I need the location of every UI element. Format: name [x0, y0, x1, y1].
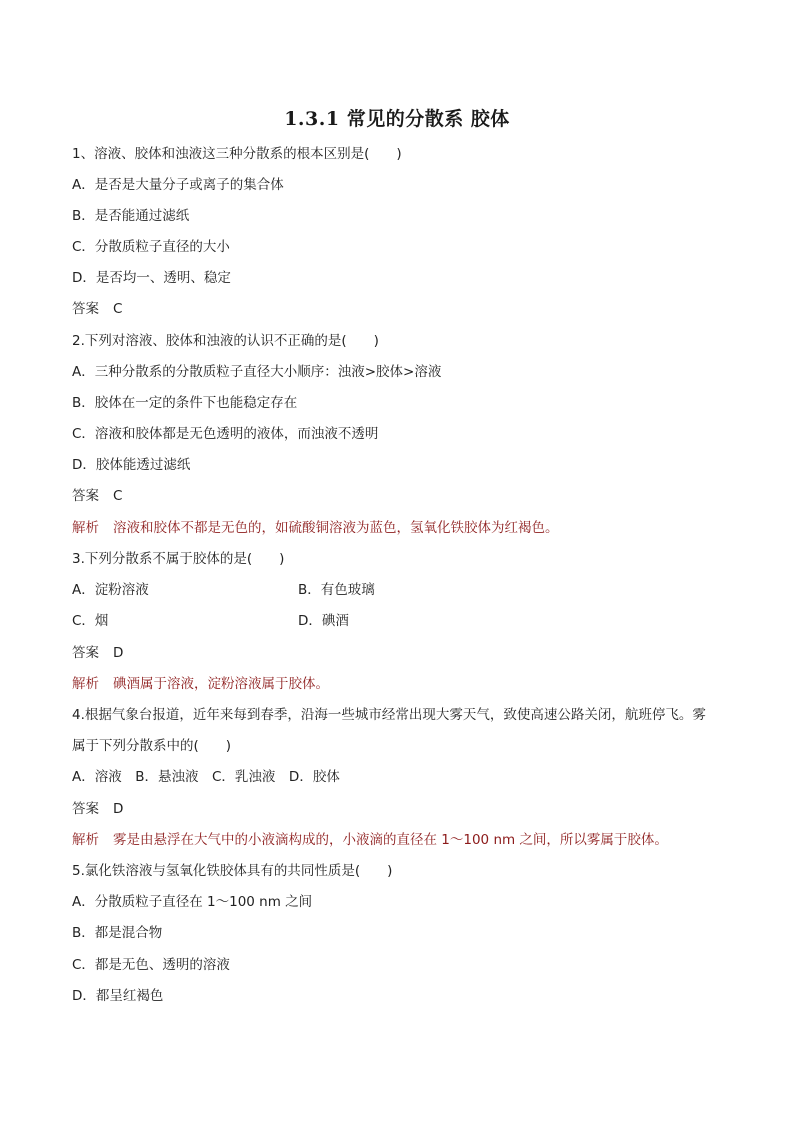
question-4-stem-line-2: 属于下列分散系中的( ) — [72, 738, 232, 754]
question-3-option-c: C．烟 — [72, 613, 109, 629]
question-2-analysis — [72, 518, 559, 538]
question-2-stem: 2.下列对溶液、胶体和浊液的认识不正确的是( ) — [72, 333, 379, 349]
question-1-answer — [72, 299, 122, 319]
question-3-option-d: D．碘酒 — [298, 613, 349, 629]
question-2-answer — [72, 486, 122, 506]
question-2-option-b: B．胶体在一定的条件下也能稳定存在 — [72, 395, 298, 411]
analysis-text: 碘酒属于溶液，淀粉溶液属于胶体。 — [113, 676, 329, 692]
question-2-option-d: D．胶体能透过滤纸 — [72, 457, 191, 473]
question-2-option-c: C．溶液和胶体都是无色透明的液体，而浊液不透明 — [72, 426, 379, 442]
question-5-option-c: C．都是无色、透明的溶液 — [72, 957, 230, 973]
question-1-option-b: B．是否能通过滤纸 — [72, 208, 190, 224]
answer-label: 答案 — [72, 488, 99, 504]
analysis-text: 溶液和胶体不都是无色的，如硫酸铜溶液为蓝色，氢氧化铁胶体为红褐色。 — [113, 520, 559, 536]
question-2-option-a: A．三种分散系的分散质粒子直径大小顺序：浊液>胶体>溶液 — [72, 364, 442, 380]
question-4-answer — [72, 799, 123, 819]
analysis-text: 雾是由悬浮在大气中的小液滴构成的，小液滴的直径在 1～100 nm 之间，所以雾属于胶体。 — [113, 832, 668, 848]
answer-value: C — [113, 301, 123, 317]
question-4-analysis — [72, 830, 668, 850]
question-5-option-d: D．都呈红褐色 — [72, 988, 164, 1004]
question-3-option-b: B．有色玻璃 — [298, 582, 375, 598]
analysis-label: 解析 — [72, 832, 99, 848]
analysis-label: 解析 — [72, 676, 99, 692]
answer-value: C — [113, 488, 123, 504]
question-1-option-c: C．分散质粒子直径的大小 — [72, 239, 230, 255]
question-5-stem: 5.氯化铁溶液与氢氧化铁胶体具有的共同性质是( ) — [72, 863, 393, 879]
question-4-options: A．溶液 B．悬浊液 C．乳浊液 D．胶体 — [72, 769, 340, 785]
answer-label: 答案 — [72, 645, 99, 661]
question-1-stem: 1、溶液、胶体和浊液这三种分散系的根本区别是( ) — [72, 146, 402, 162]
page-title: 1.3.1 常见的分散系 胶体 — [284, 108, 510, 130]
answer-label: 答案 — [72, 301, 99, 317]
question-1-option-a: A．是否是大量分子或离子的集合体 — [72, 177, 284, 193]
question-3-option-a: A．淀粉溶液 — [72, 582, 149, 598]
answer-label: 答案 — [72, 801, 99, 817]
question-3-analysis — [72, 674, 329, 694]
question-3-stem: 3.下列分散系不属于胶体的是( ) — [72, 551, 285, 567]
question-5-option-b: B．都是混合物 — [72, 925, 163, 941]
answer-value: D — [113, 645, 124, 661]
question-3-answer — [72, 643, 123, 663]
question-5-option-a: A．分散质粒子直径在 1～100 nm 之间 — [72, 894, 313, 910]
question-4-stem-line-1: 4.根据气象台报道，近年来每到春季，沿海一些城市经常出现大雾天气，致使高速公路关闭，航班停飞。雾 — [72, 707, 706, 723]
answer-value: D — [113, 801, 124, 817]
analysis-label: 解析 — [72, 520, 99, 536]
question-1-option-d: D．是否均一、透明、稳定 — [72, 270, 231, 286]
